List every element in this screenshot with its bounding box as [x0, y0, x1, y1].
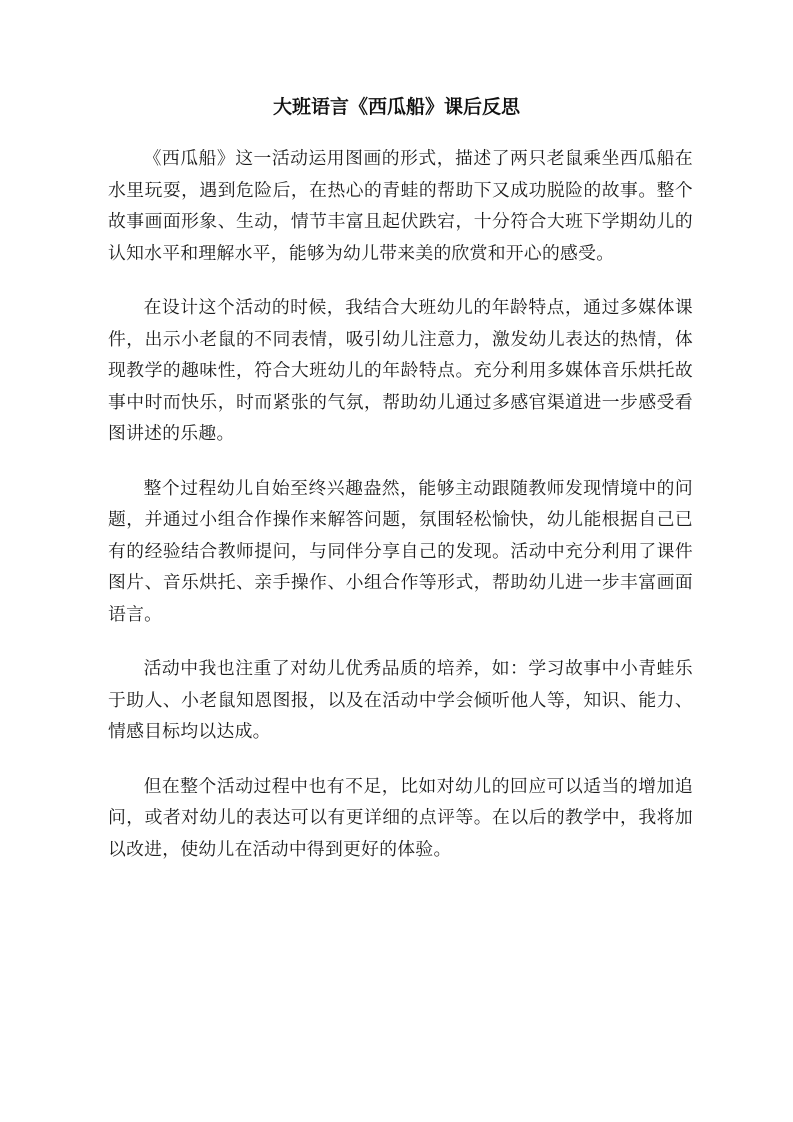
paragraph-2: 在设计这个活动的时候，我结合大班幼儿的年龄特点，通过多媒体课件，出示小老鼠的不同表情，吸引幼儿注意力，激发幼儿表达的热情，体现教学的趣味性，符合大班幼儿的年龄特点。充分利用多媒体音乐烘托故事中时而快乐，时而紧张的气氛，帮助幼儿通过多感官渠道进一步感受看图讲述的乐趣。: [108, 297, 693, 444]
document-title: 大班语言《西瓜船》课后反思: [272, 96, 520, 118]
document-body: [108, 143, 693, 888]
paragraph-1: 《西瓜船》这一活动运用图画的形式，描述了两只老鼠乘坐西瓜船在水里玩耍，遇到危险后，在热心的青蛙的帮助下又成功脱险的故事。整个故事画面形象、生动，情节丰富且起伏跌宕，十分符合大班下学期幼儿的认知水平和理解水平，能够为幼儿带来美的欣赏和开心的感受。: [108, 148, 693, 264]
paragraph-4: 活动中我也注重了对幼儿优秀品质的培养，如：学习故事中小青蛙乐于助人、小老鼠知恩图报，以及在活动中学会倾听他人等，知识、能力、情感目标均以达成。: [108, 658, 693, 742]
paragraph-5: 但在整个活动过程中也有不足，比如对幼儿的回应可以适当的增加追问，或者对幼儿的表达可以有更详细的点评等。在以后的教学中，我将加以改进，使幼儿在活动中得到更好的体验。: [108, 775, 693, 860]
paragraph-3: 整个过程幼儿自始至终兴趣盎然，能够主动跟随教师发现情境中的问题，并通过小组合作操作来解答问题，氛围轻松愉快，幼儿能根据自己已有的经验结合教师提问，与同伴分享自己的发现。活动中充分利用了课件图片、音乐烘托、亲手操作、小组合作等形式，帮助幼儿进一步丰富画面语言。: [108, 477, 693, 625]
